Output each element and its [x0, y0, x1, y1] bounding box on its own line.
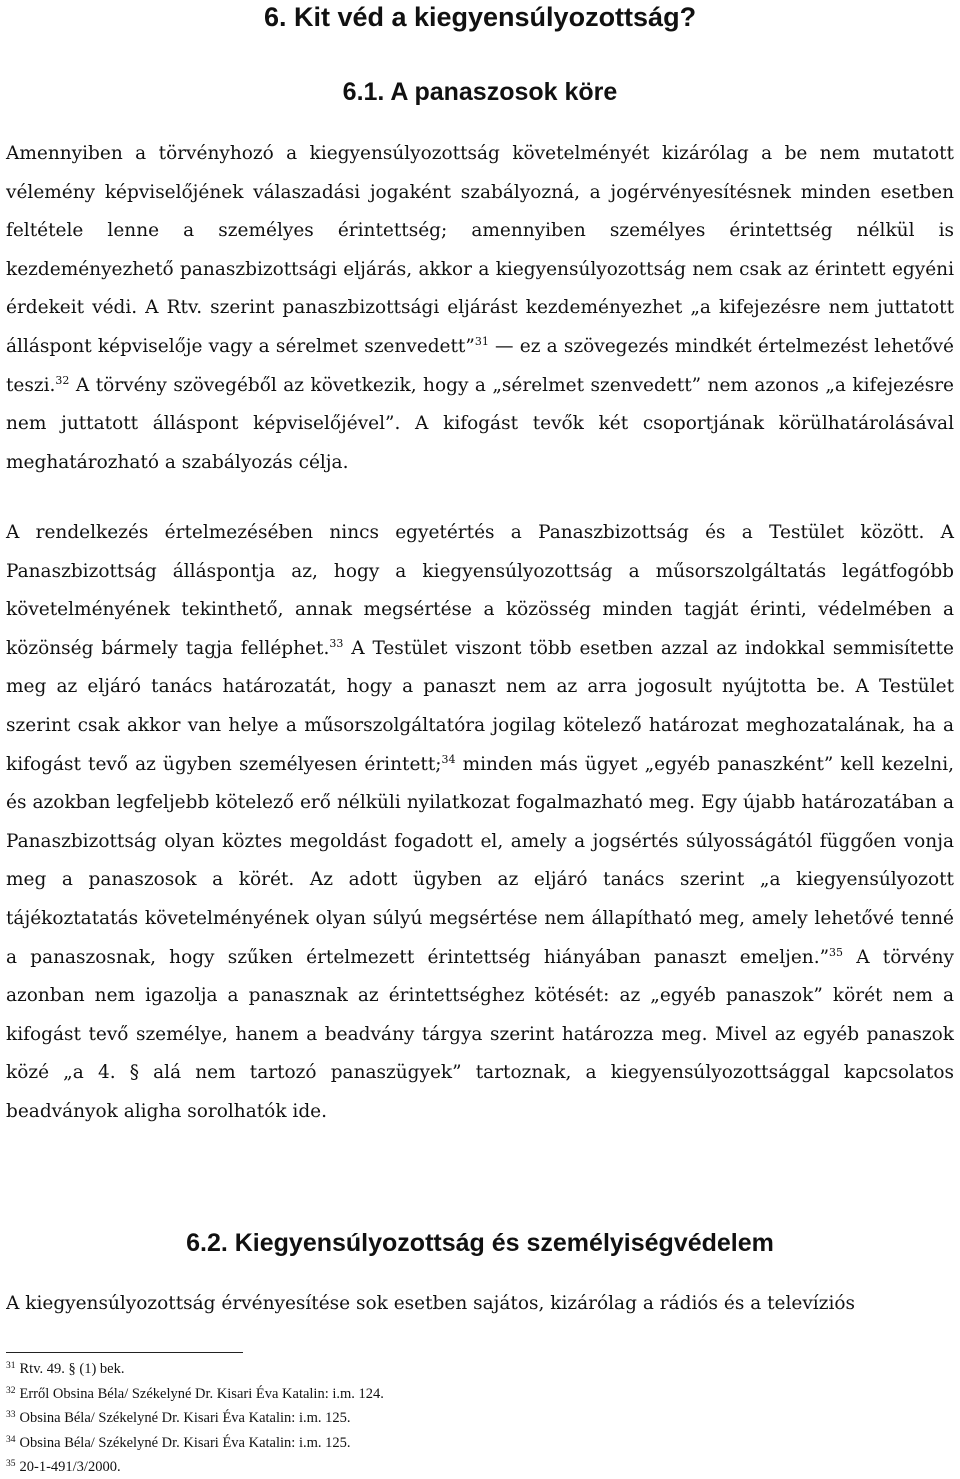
paragraph-2-text-b: A Testület viszont több esetben azzal az indokkal semmisítette meg az eljáró tanács határozatát, hogy a panaszt nem az arra jogosult nyújtotta be. A Testület szerint csak akkor van helye a műsorszolgáltatóra jogilag kötelező határozat meghozatalának, ha a kifogást tevő az ügyben személyesen érintett; — [6, 637, 954, 775]
section-title-6-2: 6.2. Kiegyensúlyozottság és személyiségvédelem — [186, 1229, 774, 1257]
footnote-text: Rtv. 49. § (1) bek. — [19, 1361, 125, 1377]
footnote-ref-32: 32 — [55, 373, 70, 387]
footnote-number: 31 — [6, 1361, 16, 1371]
footnote-text: Obsina Béla/ Székelyné Dr. Kisari Éva Katalin: i.m. 125. — [19, 1410, 351, 1427]
footnote-text: 20-1-491/3/2000. — [19, 1459, 121, 1476]
footnote-separator — [6, 1352, 243, 1353]
paragraph-3: A kiegyensúlyozottság érvényesítése sok esetben sajátos, kizárólag a rádiós és a televíziós — [6, 1293, 856, 1314]
footnote-ref-33: 33 — [329, 636, 344, 650]
footnote-text: Erről Obsina Béla/ Székelyné Dr. Kisari Éva Katalin: i.m. 124. — [19, 1385, 384, 1402]
footnote-text: Obsina Béla/ Székelyné Dr. Kisari Éva Katalin: i.m. 125. — [19, 1434, 351, 1451]
footnote-number: 33 — [6, 1410, 16, 1421]
paragraph-2-text-c: minden más ügyet „egyéb panaszként” kell kezelni, és azokban legfeljebb kötelező erő nélküli nyilatkozat fogalmazható meg. Egy újabb határozatában a Panaszbizottság olyan köztes megoldást fogadott el, amely a jogsértés súlyosságától függően vonja meg a panaszosok a körét. Az adott ügyben az eljáró tanács szerint „a kiegyensúlyozott tájékoztatatás követelményének olyan súlyú megsértése nem állapítható meg, amely lehetővé tenné a panaszosnak, hogy szűken értelmezett érintettség hiányában panaszt emeljen.” — [6, 753, 954, 968]
paragraph-2 — [6, 514, 954, 1132]
footnote-item — [6, 1356, 906, 1381]
footnote-item — [6, 1430, 906, 1455]
paragraph-2-text-a: A rendelkezés értelmezésében nincs egyetértés a Panaszbizottság és a Testület között. A Panaszbizottság álláspontja az, hogy a kiegyensúlyozottság a műsorszolgáltatás legátfogóbb követelményének tekinthető, annak megsértése a közösség minden tagját érinti, védelmében a közönség bármely tagja felléphet. — [6, 522, 954, 659]
footnote-number: 35 — [6, 1459, 16, 1470]
footnote-number: 34 — [6, 1434, 16, 1445]
footnote-item — [6, 1454, 906, 1479]
paragraph-1-text-c: A törvény szövegéből az következik, hogy a „sérelmet szenvedett” nem azonos „a kifejezésre nem juttatott álláspont képviselőjével”. A kifogást tevők két csoportjának körülhatárolásával meghatározható a szabályozás célja. — [6, 374, 954, 473]
footnotes-list — [6, 1356, 906, 1479]
footnote-ref-34: 34 — [441, 752, 456, 766]
paragraph-2-text-d: A törvény azonban nem igazolja a panasznak az érintettséghez kötését: az „egyéb panaszok” körét nem a kifogást tevő személye, hanem a beadvány tárgya szerint határozza meg. Mivel az egyéb panaszok közé „a 4. § alá nem tartozó panaszügyek” tartoznak, a kiegyensúlyozottsággal kapcsolatos beadványok aligha sorolhatók ide. — [6, 946, 954, 1122]
section-title-6-1: 6.1. A panaszosok köre — [342, 78, 618, 106]
page-heading: 6. Kit véd a kiegyensúlyozottság? — [263, 2, 697, 32]
footnote-ref-35: 35 — [829, 945, 844, 959]
footnote-item — [6, 1405, 906, 1430]
paragraph-1-text-b: — ez a szövegezés mindkét értelmezést lehetővé teszi. — [6, 335, 954, 396]
footnote-item — [6, 1381, 906, 1406]
footnote-number: 32 — [6, 1385, 16, 1396]
paragraph-1-text-a: Amennyiben a törvényhozó a kiegyensúlyozottság követelményét kizárólag a be nem mutatott vélemény képviselőjének válaszadási jogaként szabályozná, a jogérvényesítésnek minden esetben feltétele lenne a személyes érintettség; amennyiben személyes érintettség nélkül is kezdeményezhető panaszbizottsági eljárás, akkor a kiegyensúlyozottság nem csak az érintett egyéni érdekeit védi. A Rtv. szerint panaszbizottsági eljárást kezdeményezhet „a kifejezésre nem juttatott álláspont képviselője vagy a sérelmet szenvedett” — [6, 143, 954, 357]
paragraph-1 — [6, 135, 954, 482]
footnote-ref-31: 31 — [474, 334, 489, 348]
